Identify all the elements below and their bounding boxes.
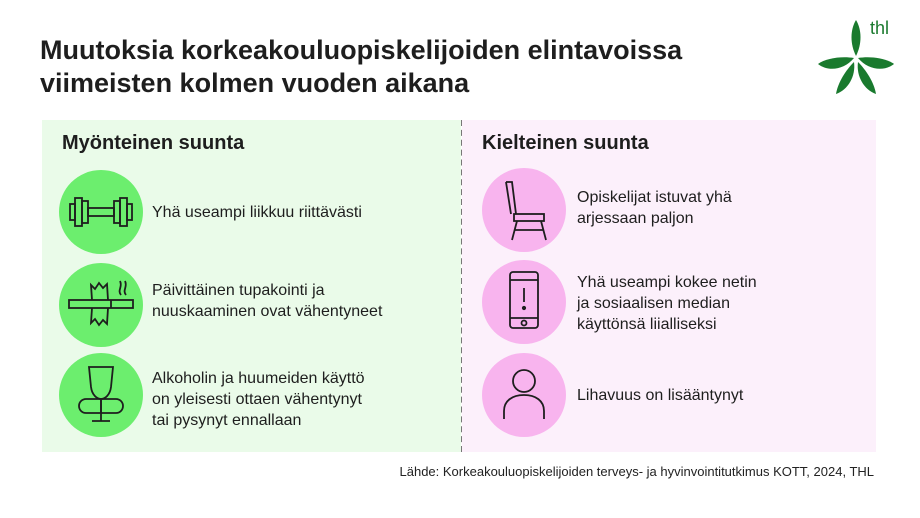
chair-icon (482, 168, 566, 252)
logo-petal-top (852, 20, 861, 56)
glass-and-pill-icon (59, 353, 143, 437)
negative-item-1-text: Opiskelijat istuvat yhä arjessaan paljon (577, 189, 732, 227)
dumbbell-icon (59, 170, 143, 254)
person-icon (482, 353, 566, 437)
positive-item-2-text: Päivittäinen tupakointi ja nuuskaaminen ovat vähentyneet (152, 282, 383, 320)
source-note: Lähde: Korkeakouluopiskelijoiden terveys- ja hyvinvointitutkimus KOTT, 2024, THL (399, 464, 874, 479)
broken-cigarette-icon (59, 263, 143, 347)
title-line-2: viimeisten kolmen vuoden aikana (40, 68, 470, 98)
page-title (40, 34, 800, 100)
logo-text: thl (870, 18, 890, 38)
alcohol-circle (59, 353, 143, 437)
thl-flower-logo (812, 14, 902, 100)
negative-panel (462, 120, 876, 452)
logo-petal-left (818, 57, 854, 69)
positive-item-1-text: Yhä useampi liikkuu riittävästi (152, 204, 362, 221)
phone-alert-icon (482, 260, 566, 344)
negative-item-2-text: Yhä useampi kokee netin ja sosiaalisen median käyttönsä liialliseksi (577, 274, 757, 333)
dumbbell-circle (59, 170, 143, 254)
negative-item-3-text: Lihavuus on lisääntynyt (577, 387, 744, 404)
chair-circle (482, 168, 566, 252)
person-circle (482, 353, 566, 437)
positive-heading: Myönteinen suunta (62, 132, 245, 154)
positive-item-3-text: Alkoholin ja huumeiden käyttö on yleisesti ottaen vähentynyt tai pysynyt ennallaan (152, 370, 365, 429)
phone-circle (482, 260, 566, 344)
positive-panel (42, 120, 461, 452)
title-line-1: Muutoksia korkeakouluopiskelijoiden elintavoissa (40, 35, 683, 65)
negative-heading: Kielteinen suunta (482, 132, 649, 154)
cigarette-circle (59, 263, 143, 347)
logo-petal-right (858, 57, 894, 69)
